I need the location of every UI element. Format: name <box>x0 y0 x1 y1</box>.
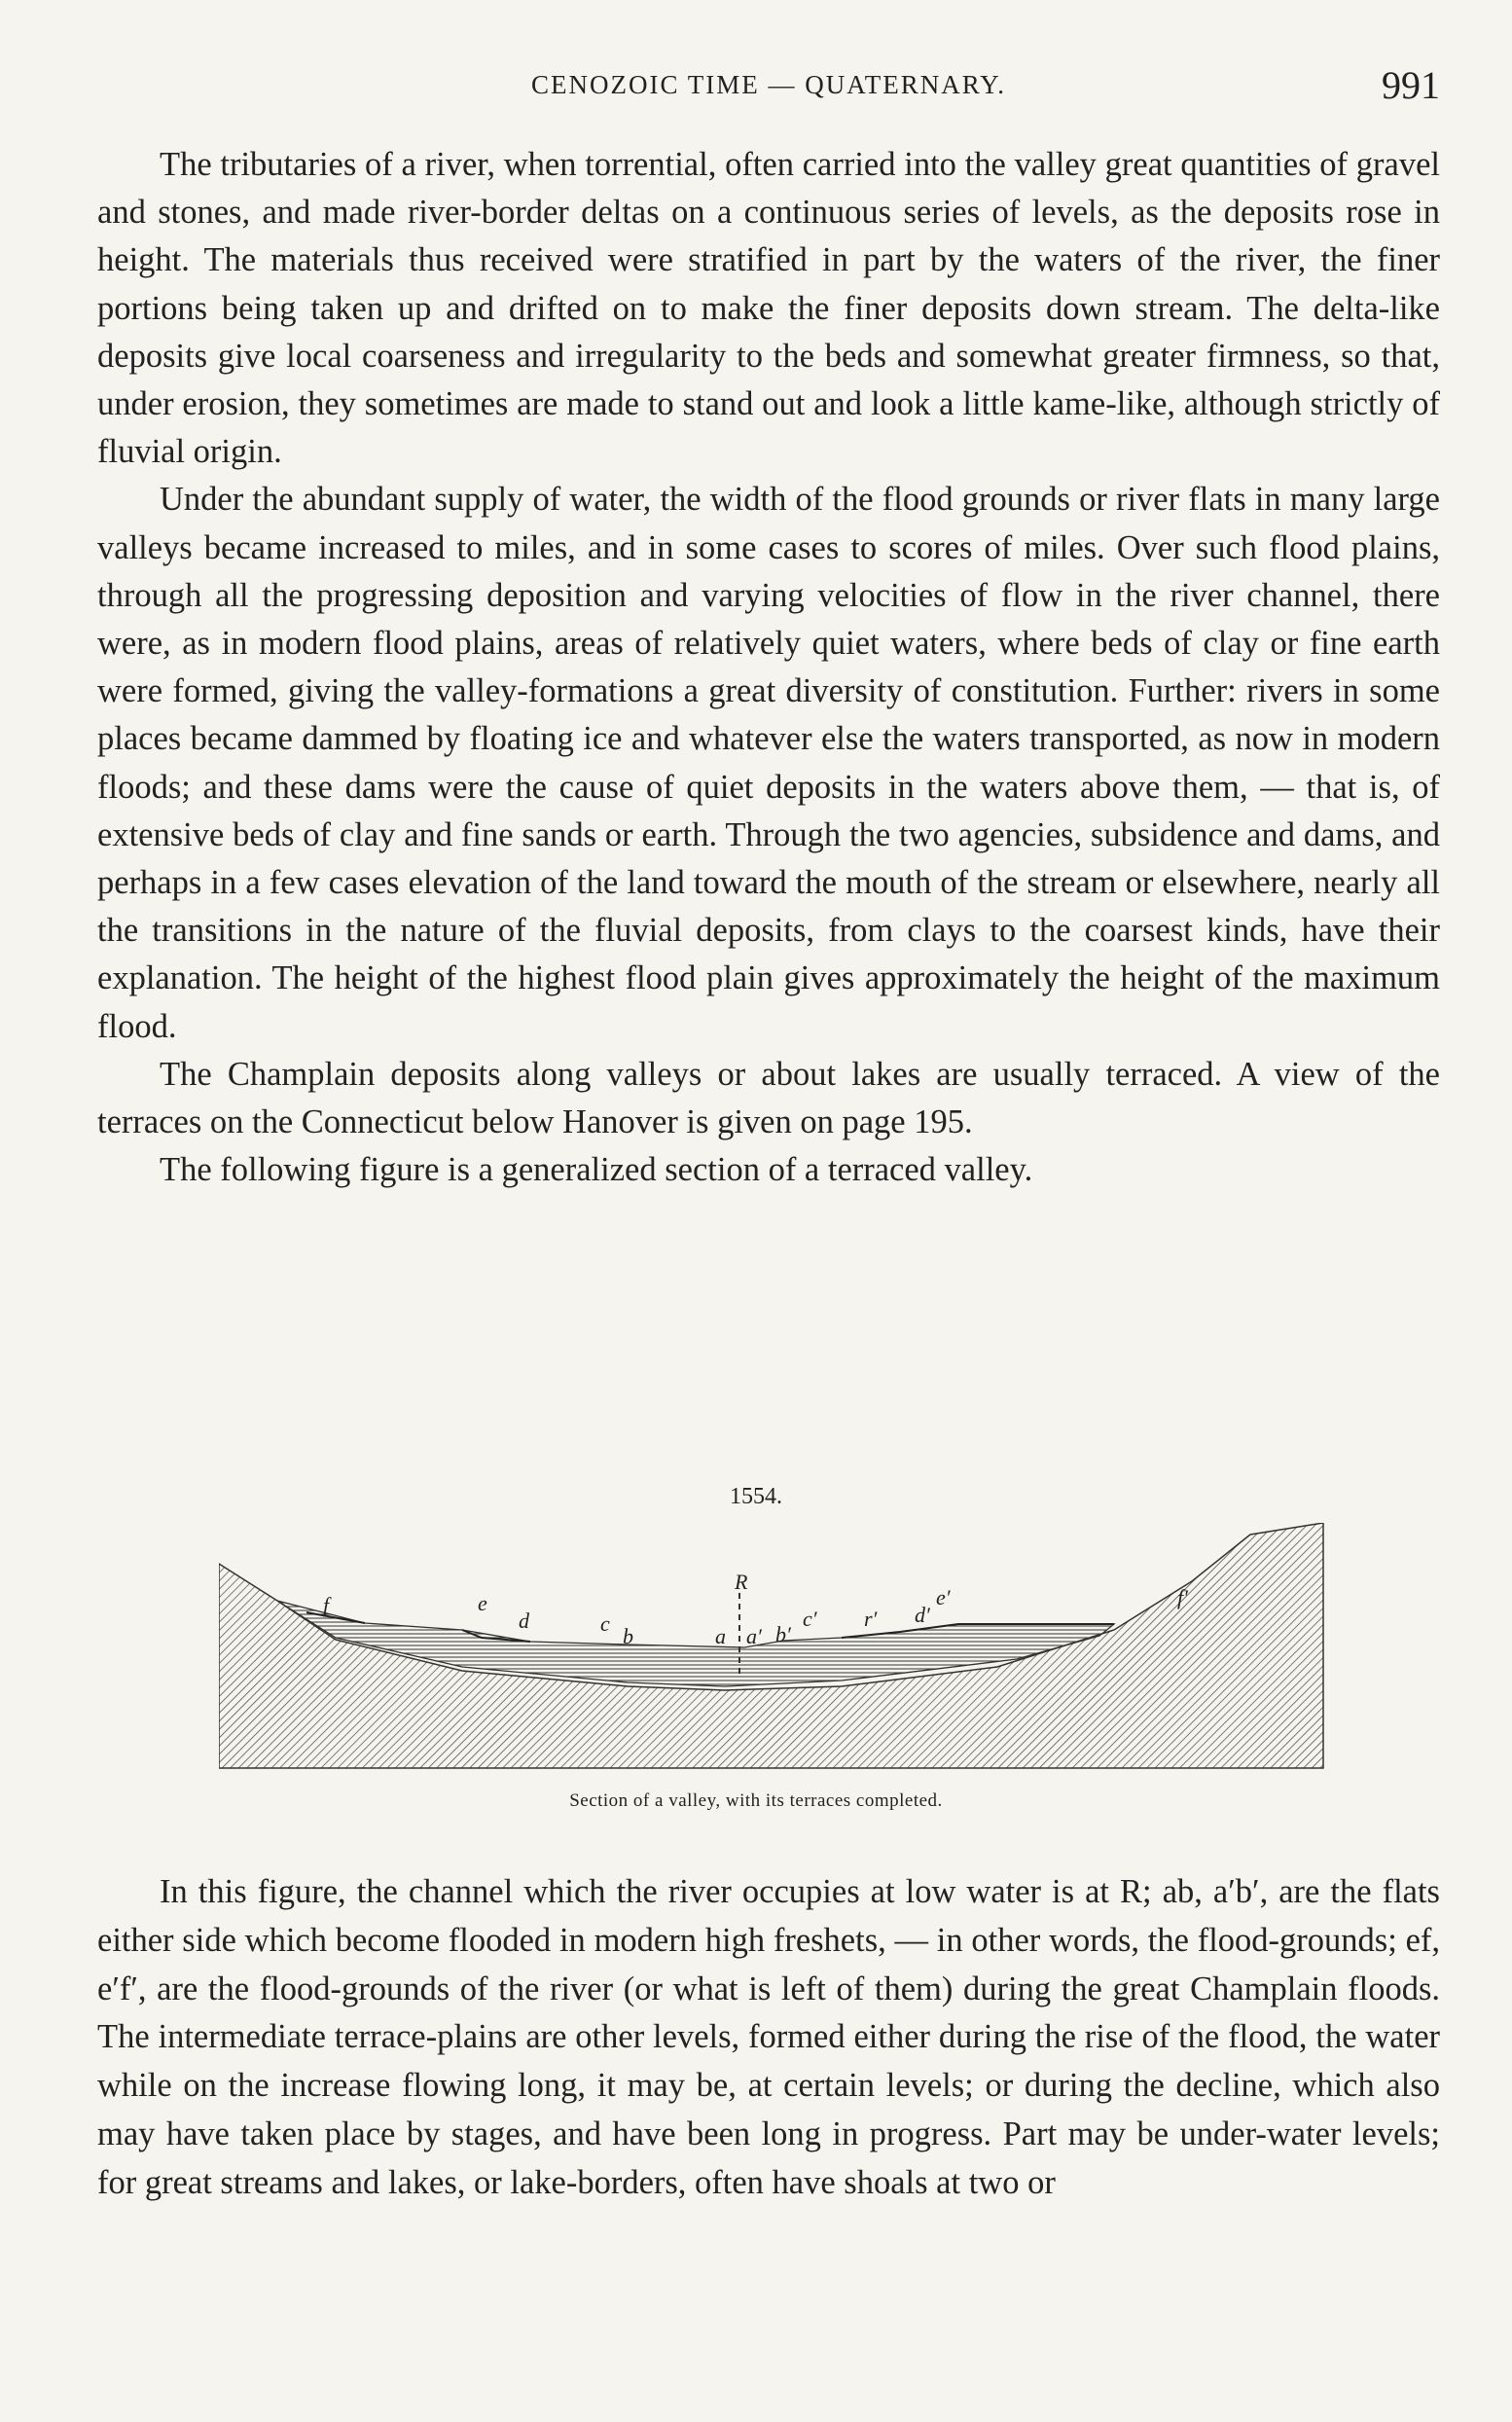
running-head <box>97 62 1440 111</box>
label-a: a <box>715 1624 726 1648</box>
label-b-prime: b′ <box>775 1622 791 1646</box>
label-c-prime: c′ <box>803 1607 817 1631</box>
label-R: R <box>735 1570 748 1594</box>
label-d: d <box>519 1609 529 1633</box>
paragraph-champlain-deposits: The Champlain deposits along valleys or about lakes are usually terraced. A view of the terraces on the Connecticut below Hanover is given on page 195. <box>97 1055 1440 1141</box>
figure-number: 1554. <box>730 1484 782 1509</box>
paragraph-flood-grounds: Under the abundant supply of water, the width of the flood grounds or river flats in many large valleys became increased to miles, and in some cases to scores of miles. Over such flood plains, through all the progressing deposition and varying velocities of flow in the river channel, there were, as in modern flood plains, areas of relatively quiet waters, where beds of clay or fine earth were formed, giving the valley-formations a great diversity of constitution. Further: rivers in some places became dammed by floating ice and whatever else the waters transported, as now in modern floods; and these dams were the cause of quiet deposits in the waters above them, — that is, of extensive beds of clay and fine sands or earth. Through the two agencies, subsidence and dams, and perhaps in a few cases elevation of the land toward the mouth of the stream or elsewhere, nearly all the transitions in the nature of the fluvial deposits, from clays to the coarsest kinds, have their explanation. The height of the highest flood plain gives approximately the height of the maximum flood. <box>97 481 1440 1045</box>
running-title: CENOZOIC TIME — QUATERNARY. <box>530 70 1007 99</box>
paragraph-figure-intro: The following figure is a generalized section of a terraced valley. <box>160 1151 1033 1189</box>
label-d-prime: d′ <box>915 1603 930 1627</box>
body-text-top <box>97 141 1440 1194</box>
label-f: f <box>323 1593 330 1617</box>
figure-caption: Section of a valley, with its terraces completed. <box>569 1790 943 1811</box>
label-e-prime: e′ <box>936 1585 951 1609</box>
valley-section-figure <box>219 1523 1328 1776</box>
paragraph-figure-explanation: In this figure, the channel which the river occupies at low water is at R; ab, a′b′, are the flats either side which become flooded in modern high freshets, — in other words, the flood-grounds; ef, e′f′, are the flood-grounds of the river (or what is left of them) during the great Champlain floods. The intermediate terrace-plains are other levels, formed either during the rise of the flood, the water while on the increase flowing long, it may be, at certain levels; or during the decline, which also may have taken place by stages, and have been long in progress. Part may be under-water levels; for great streams and lakes, or lake-borders, often have shoals at two or <box>97 1873 1440 2201</box>
label-r-prime: r′ <box>864 1607 878 1631</box>
label-f-prime: f′ <box>1177 1585 1188 1609</box>
label-b: b <box>623 1624 633 1648</box>
label-c: c <box>600 1611 610 1636</box>
label-e: e <box>478 1591 487 1615</box>
page-number: 991 <box>1382 63 1440 107</box>
label-a-prime: a′ <box>746 1624 762 1648</box>
paragraph-tributaries: The tributaries of a river, when torrential, often carried into the valley great quantities of gravel and stones, and made river-border deltas on a continuous series of levels, as the deposits rose in height. The materials thus received were stratified in part by the waters of the river, the finer portions being taken up and drifted on to make the finer deposits down stream. The delta-like deposits give local coarseness and irregularity to the beds and somewhat greater firmness, so that, under erosion, they sometimes are made to stand out and look a little kame-like, although strictly of fluvial origin. <box>97 146 1440 471</box>
body-text-bottom <box>97 1868 1440 2208</box>
